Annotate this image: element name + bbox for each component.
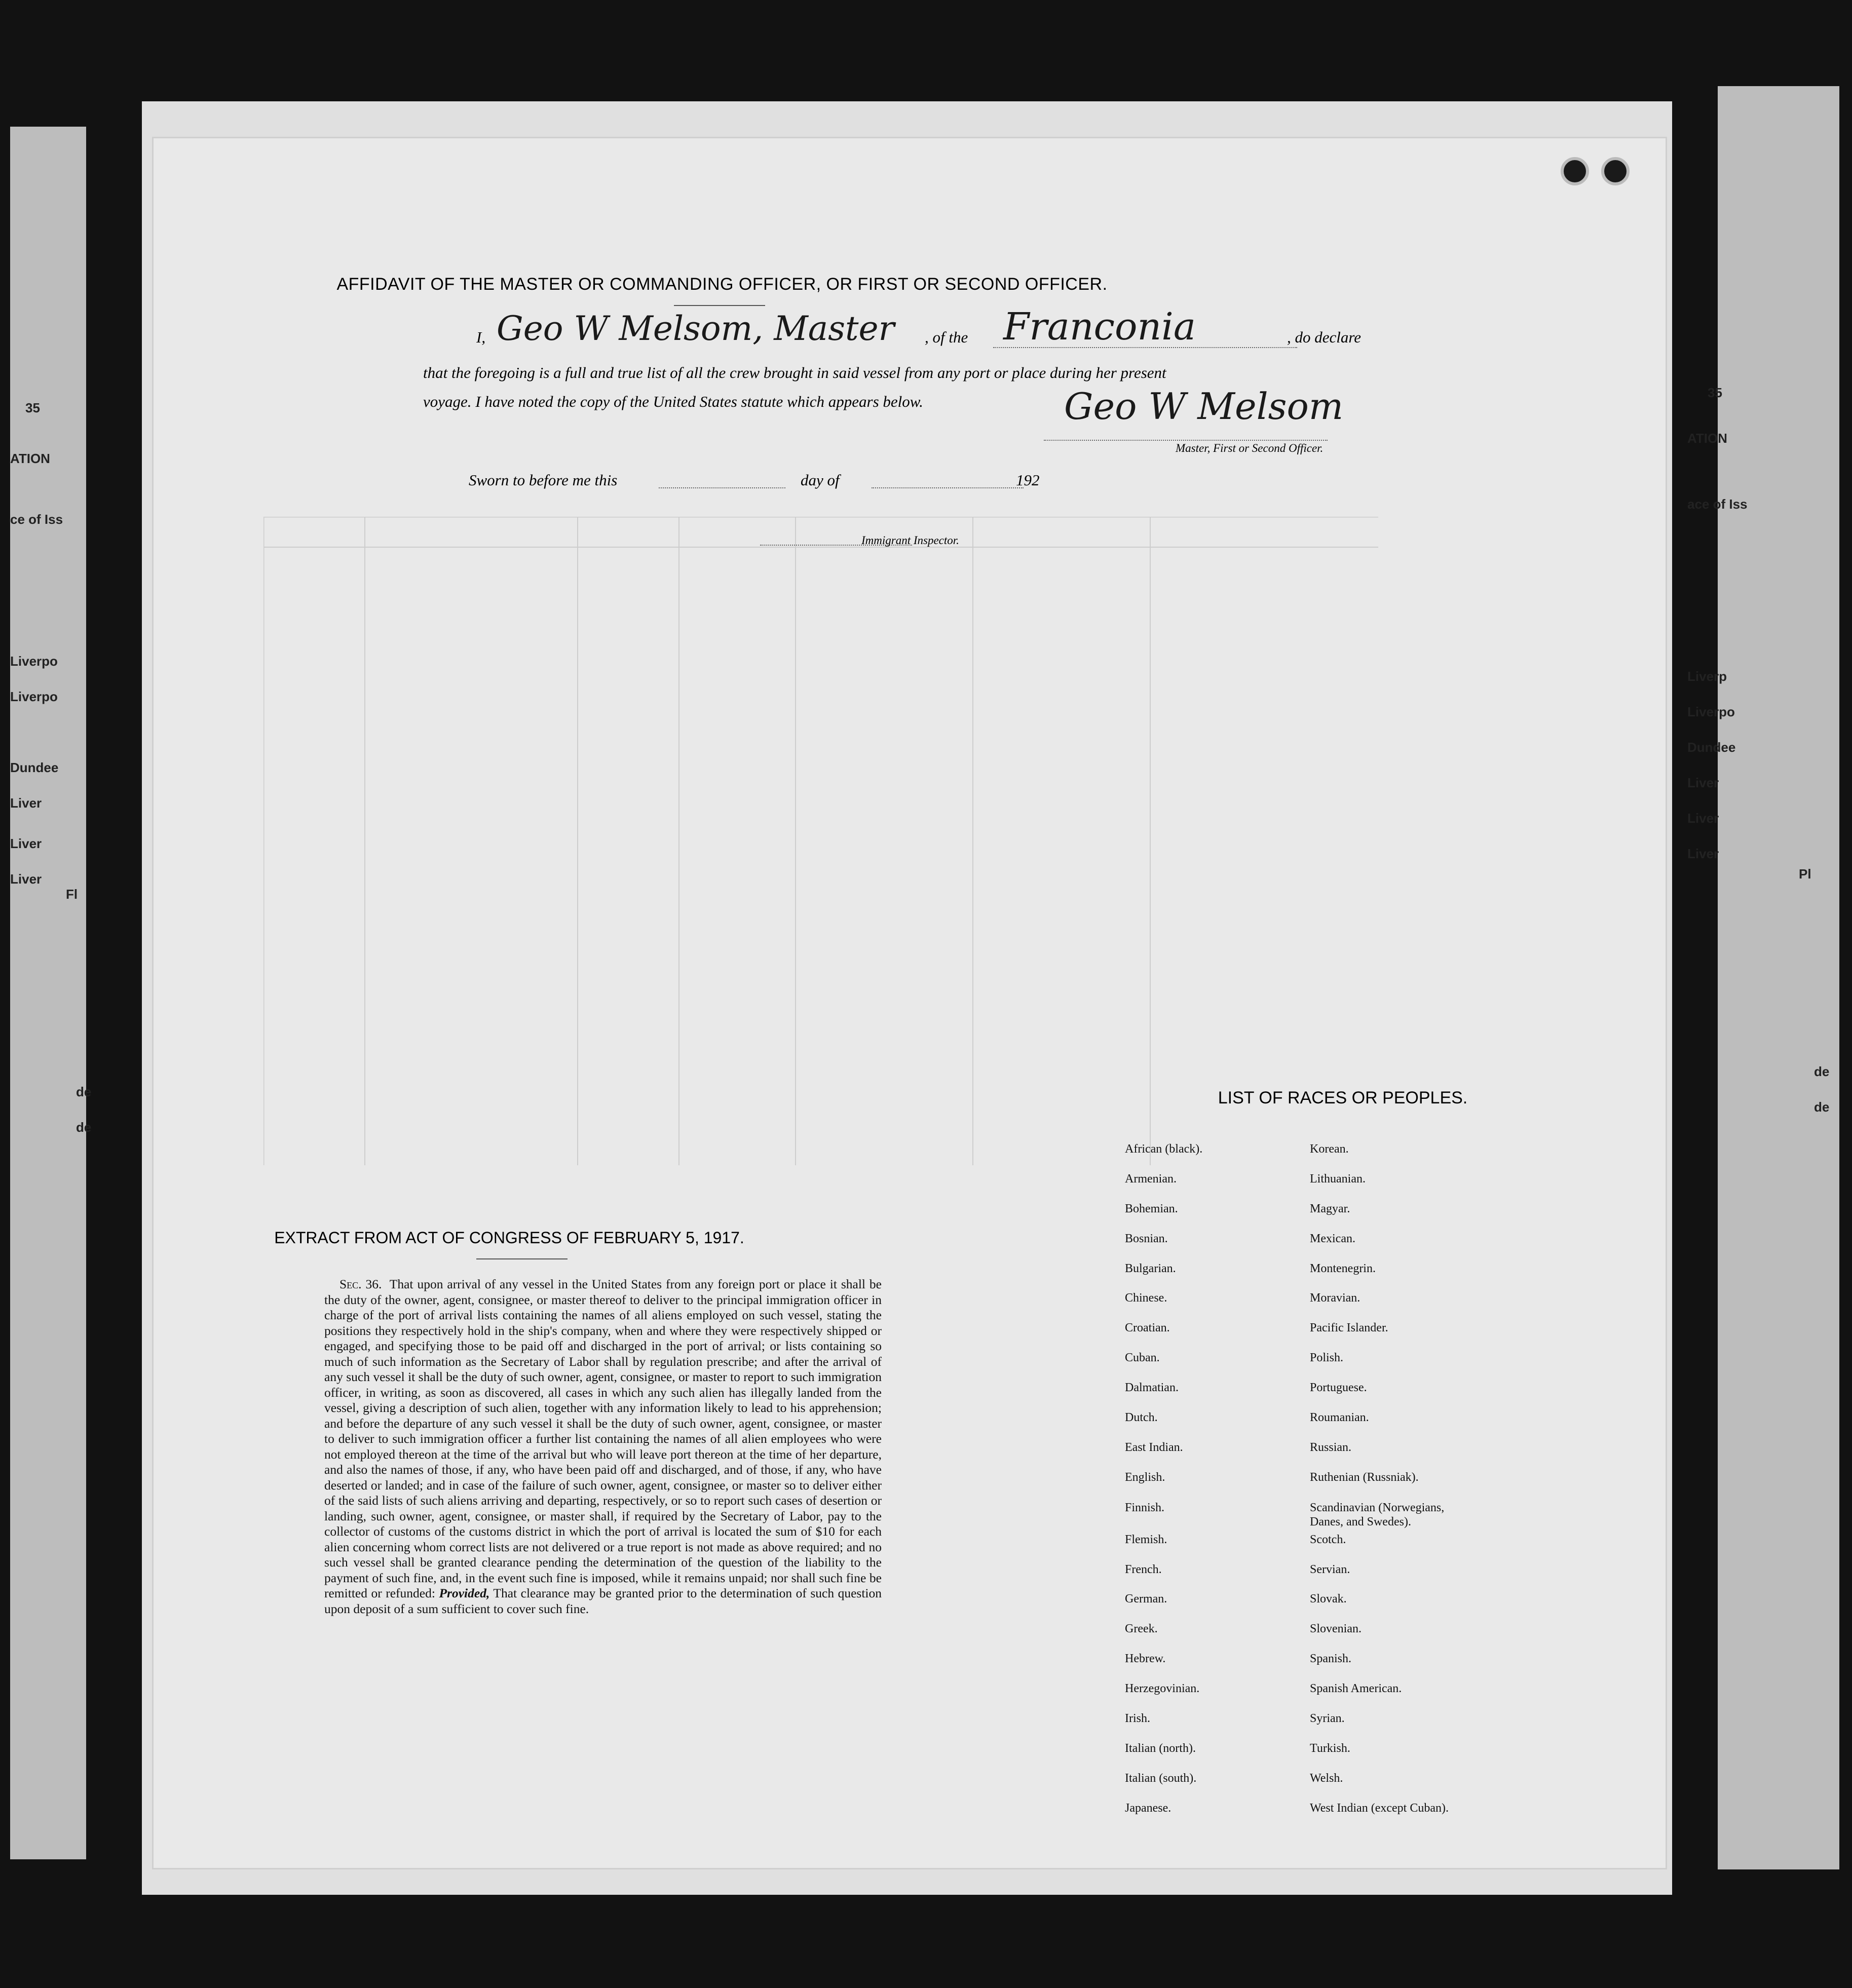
- signature-caption: Master, First or Second Officer.: [1176, 442, 1324, 454]
- race-item: Portuguese.: [1310, 1381, 1367, 1395]
- race-item: Russian.: [1310, 1440, 1352, 1454]
- film-edge-text: Liver: [1687, 775, 1719, 790]
- statute-provided: Provided,: [439, 1586, 490, 1600]
- film-edge-text: 35: [25, 400, 40, 415]
- film-edge-text: Liver: [10, 795, 42, 811]
- statute-title-underline: [476, 1258, 568, 1259]
- film-edge-text: Liverpo: [10, 689, 58, 704]
- race-item: West Indian (except Cuban).: [1310, 1801, 1449, 1815]
- race-item: Flemish.: [1125, 1533, 1167, 1546]
- race-item: Moravian.: [1310, 1291, 1360, 1305]
- race-item: African (black).: [1125, 1142, 1203, 1156]
- race-item: Welsh.: [1310, 1771, 1343, 1785]
- film-edge-text: Dundee: [1687, 740, 1736, 755]
- punch-hole: [1601, 157, 1630, 185]
- race-item: Ruthenian (Russniak).: [1310, 1470, 1419, 1484]
- film-strip-left: [10, 127, 92, 1859]
- race-item: Syrian.: [1310, 1712, 1345, 1726]
- race-item: Croatian.: [1125, 1321, 1170, 1335]
- film-edge-text: Fl: [66, 887, 78, 902]
- film-edge-text: Liver: [10, 871, 42, 887]
- title-underline: [674, 305, 765, 306]
- day-of-text: day of: [801, 471, 840, 489]
- race-item: Slovenian.: [1310, 1622, 1362, 1636]
- bleed-through-lines: [263, 517, 1378, 1165]
- sworn-text: Sworn to before me this: [469, 471, 618, 489]
- film-edge-text: Liverpo: [10, 654, 58, 669]
- race-item: Italian (north).: [1125, 1741, 1196, 1755]
- film-edge-text: ace of Iss: [1687, 496, 1748, 512]
- punch-hole: [1561, 157, 1589, 185]
- film-edge-text: ATION: [10, 451, 50, 466]
- race-item: East Indian.: [1125, 1440, 1183, 1454]
- of-the-text: , of the: [925, 328, 968, 346]
- signature-line: [1044, 440, 1328, 441]
- statute-text-end: That clearance may be granted prior to the determination of such question upon deposit of a sum sufficient to cover such fine.: [324, 1586, 882, 1616]
- race-item: Dutch.: [1125, 1411, 1158, 1425]
- race-item: Mexican.: [1310, 1232, 1355, 1245]
- race-item: Korean.: [1310, 1142, 1349, 1156]
- film-edge-text: Liverpo: [1687, 704, 1735, 719]
- master-name-handwritten: Geo W Melsom, Master: [497, 309, 895, 348]
- do-declare-text: , do declare: [1287, 328, 1362, 346]
- sworn-day-line: [659, 487, 785, 488]
- affidavit-line-1: [476, 328, 485, 347]
- film-edge-text: Liver: [1687, 811, 1719, 826]
- film-strip-right: [1687, 86, 1839, 1869]
- race-item: Lithuanian.: [1310, 1172, 1366, 1186]
- affidavit-title: AFFIDAVIT OF THE MASTER OR COMMANDING OFFICER, OR FIRST OR SECOND OFFICER.: [336, 275, 1108, 294]
- race-item: Dalmatian.: [1125, 1381, 1179, 1395]
- race-item: Finnish.: [1125, 1501, 1165, 1514]
- statute-section-label: Sec. 36.: [339, 1277, 382, 1291]
- film-edge-text: de: [1814, 1064, 1830, 1079]
- race-item: Spanish.: [1310, 1652, 1352, 1666]
- film-edge-text: Liver: [1687, 846, 1719, 861]
- race-item: Turkish.: [1310, 1741, 1350, 1755]
- race-item: Polish.: [1310, 1351, 1344, 1365]
- manifest-page: [152, 137, 1667, 1869]
- race-item: Greek.: [1125, 1622, 1158, 1636]
- race-item: Herzegovinian.: [1125, 1682, 1200, 1696]
- race-item: Cuban.: [1125, 1351, 1160, 1365]
- race-item: Irish.: [1125, 1712, 1150, 1726]
- film-edge-text: de: [76, 1084, 92, 1099]
- race-item: Italian (south).: [1125, 1771, 1197, 1785]
- vessel-name-handwritten: Franconia: [1003, 305, 1196, 349]
- races-left-column: [1125, 1142, 1307, 1831]
- sworn-month-line: [872, 487, 1024, 488]
- race-item: Spanish American.: [1310, 1682, 1402, 1696]
- film-edge-text: Liver: [10, 836, 42, 851]
- race-item: Armenian.: [1125, 1172, 1177, 1186]
- statute-text: That upon arrival of any vessel in the United States from any foreign port or place it shall be the duty of the owner, agent, consignee, or master thereof to deliver to the principal immigration officer in charge of the port of arrival lists containing the names of all aliens employed on such vessel, stating the positions they respectively hold in the ship's company, when and where they were respectively shipped or engaged, and specifying those to be paid off and discharged in the port of arrival; or lists containing so much of such information as the Secretary of Labor shall by regulation prescribe; and after the arrival of any such vessel it shall be the duty of such owner, agent, consignee, or master to report to such immigration officer, in writing, as soon as discovered, all cases in which any such alien has illegally landed from the vessel, giving a description of such alien, together with any information likely to lead to his apprehension; and before the departure of any such vessel it shall be the duty of such owner, agent, consignee, or master to deliver to such immigration officer a further list containing the names of all alien employees who were not employed thereon at the time of the arrival but who will leave port thereon at the time of her departure, and also the names of those, if any, who have been paid off and discharged, and of those, if any, who have deserted or landed; and in case of the failure of such owner, agent, consignee, or master so to deliver either of the said lists of such aliens arriving and departing, respectively, or so to report such cases of desertion or landing, such owner, agent, consignee, or master shall, if required by the Secretary of Labor, pay to the collector of customs of the customs district in which the port of arrival is located the sum of $10 for each alien concerning whom correct lists are not delivered or a true report is not made as above required; and no such vessel shall be granted clearance pending the determination of the question of the liability to the payment of such fine, and, in the event such fine is imposed, while it remains unpaid; nor shall such fine be remitted or refunded:: [324, 1277, 882, 1600]
- sworn-year: 192: [1016, 471, 1040, 489]
- vessel-name-line: [993, 347, 1297, 348]
- races-right-column: [1310, 1142, 1513, 1831]
- race-item: Scotch.: [1310, 1533, 1346, 1546]
- races-title: LIST OF RACES OR PEOPLES.: [1218, 1088, 1468, 1107]
- race-item: Bosnian.: [1125, 1232, 1168, 1245]
- race-item: French.: [1125, 1562, 1162, 1576]
- affidavit-line-3: voyage. I have noted the copy of the United States statute which appears below.: [423, 393, 923, 410]
- race-item: Magyar.: [1310, 1202, 1350, 1215]
- film-edge-text: ATION: [1687, 431, 1727, 446]
- race-item: Pacific Islander.: [1310, 1321, 1388, 1335]
- race-item: Japanese.: [1125, 1801, 1171, 1815]
- race-item: Bohemian.: [1125, 1202, 1178, 1215]
- race-item: Chinese.: [1125, 1291, 1167, 1305]
- film-edge-text: Liverp: [1687, 669, 1727, 684]
- race-item: English.: [1125, 1470, 1165, 1484]
- race-item: German.: [1125, 1592, 1167, 1606]
- race-item: Montenegrin.: [1310, 1261, 1376, 1275]
- inspector-caption: Immigrant Inspector.: [861, 534, 959, 547]
- master-signature-handwritten: Geo W Melsom: [1064, 385, 1344, 428]
- race-item: Slovak.: [1310, 1592, 1347, 1606]
- statute-title: EXTRACT FROM ACT OF CONGRESS OF FEBRUARY 5, 1917.: [274, 1229, 744, 1247]
- film-edge-text: Pl: [1799, 866, 1811, 882]
- film-edge-text: 35: [1708, 385, 1722, 400]
- race-item: Servian.: [1310, 1562, 1350, 1576]
- race-item: Scandinavian (Norwegians, Danes, and Swedes).: [1310, 1501, 1445, 1528]
- statute-body: [324, 1277, 882, 1617]
- film-edge-text: de: [1814, 1099, 1830, 1115]
- affidavit-line-2: that the foregoing is a full and true list of all the crew brought in said vessel from any port or place during her present: [423, 364, 1166, 381]
- race-item: Hebrew.: [1125, 1652, 1166, 1666]
- race-item: Bulgarian.: [1125, 1261, 1176, 1275]
- affidavit-intro: I,: [476, 328, 486, 346]
- film-edge-text: ce of Iss: [10, 512, 63, 527]
- race-item: Roumanian.: [1310, 1411, 1369, 1425]
- film-edge-text: de: [76, 1120, 92, 1135]
- film-edge-text: Dundee: [10, 760, 59, 775]
